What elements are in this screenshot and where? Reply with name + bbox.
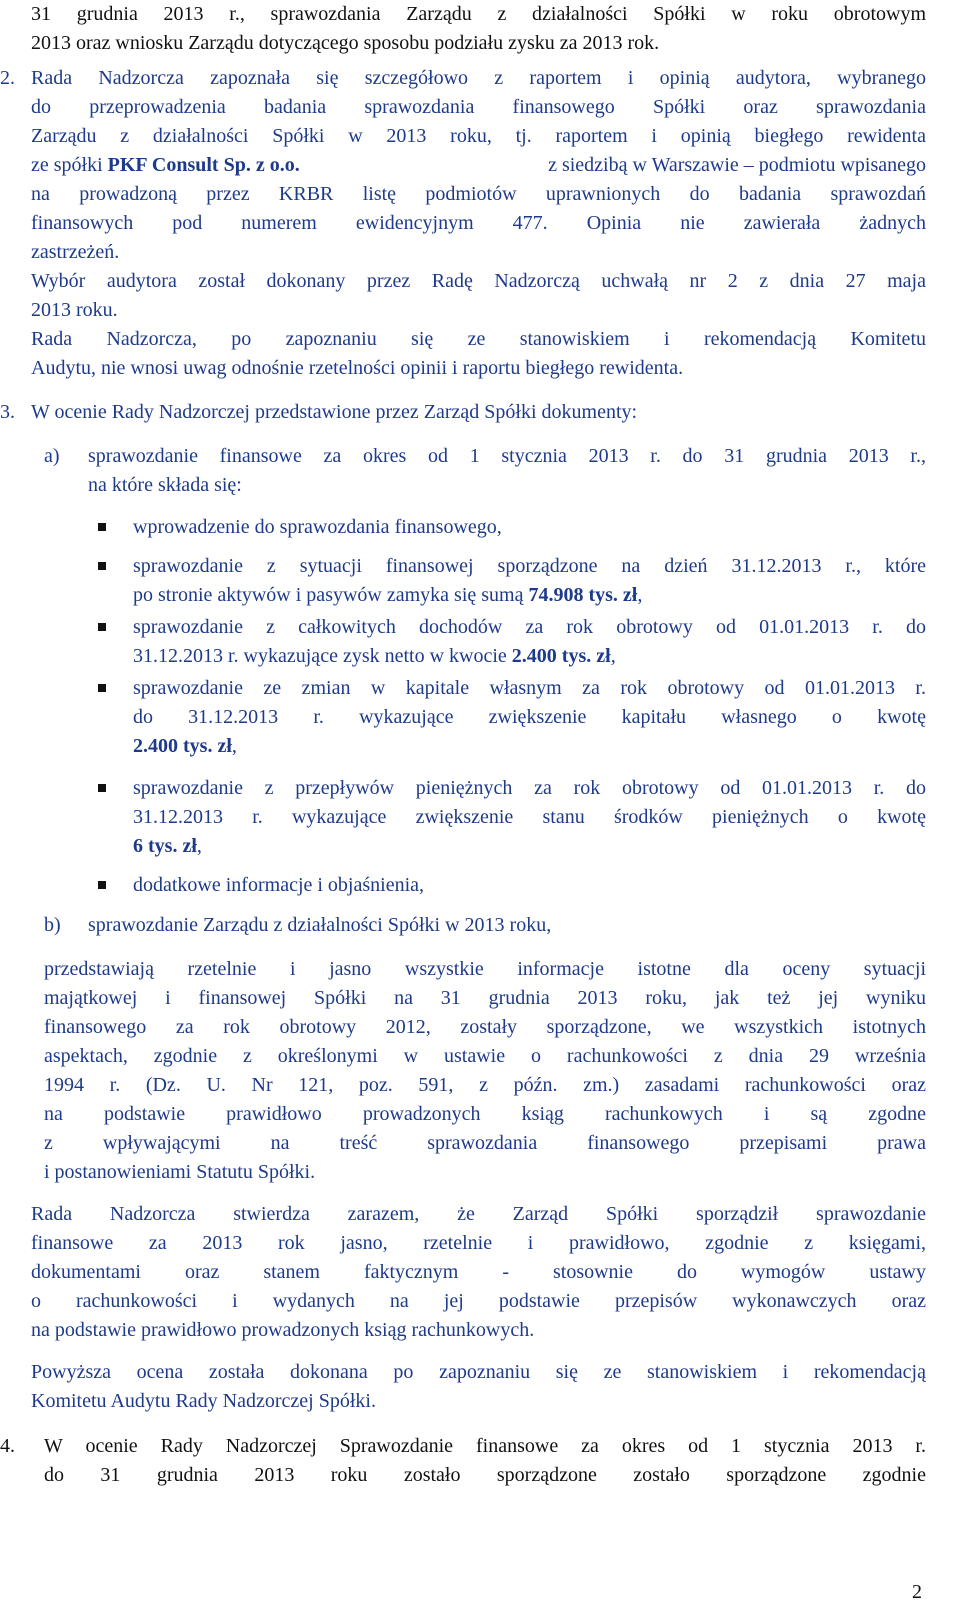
auditor-name: PKF Consult Sp. z o.o. <box>107 154 300 176</box>
page-number: 2 <box>912 1581 922 1603</box>
text-line <box>133 581 642 610</box>
text-line: sprawozdanie ze zmian w kapitale własnym za rok obrotowy od 01.01.2013 r. <box>133 677 926 699</box>
bullet-square-icon <box>98 623 106 631</box>
text-line: 2013 oraz wniosku Zarządu dotyczącego sposobu podziału zysku za 2013 rok. <box>31 32 660 54</box>
text-line: finansowe za 2013 rok jasno, rzetelnie i prawidłowo, zgodnie z księgami, <box>31 1232 926 1254</box>
text-line: 31.12.2013 r. wykazujące zwiększenie stanu środków pieniężnych o kwotę <box>133 806 926 828</box>
text-line: do 31.12.2013 r. wykazujące zwiększenie kapitału własnego o kwotę <box>133 706 926 728</box>
text-line: na które składa się: <box>88 474 242 496</box>
text-line: Powyższa ocena została dokonana po zapoznaniu się ze stanowiskiem i rekomendacją <box>31 1361 926 1383</box>
amount-net-profit: 2.400 tys. zł <box>511 645 611 667</box>
text-line: sprawozdanie Zarządu z działalności Spółki w 2013 roku, <box>88 914 552 936</box>
text-line <box>133 642 616 671</box>
text-line: dodatkowe informacje i objaśnienia, <box>133 874 425 896</box>
text-line: dokumentami oraz stanem faktycznym - stosownie do wymogów ustawy <box>31 1261 926 1283</box>
text-line: na prowadzoną przez KRBR listę podmiotów uprawnionych do badania sprawozdań <box>31 183 926 205</box>
text-line <box>133 832 202 861</box>
text-run: 31.12.2013 r. wykazujące zysk netto w kwocie <box>133 645 512 667</box>
text-line <box>133 732 237 761</box>
text-line: do przeprowadzenia badania sprawozdania finansowego Spółki oraz sprawozdania <box>31 96 926 118</box>
item-number: 4. <box>0 1435 15 1457</box>
text-line: 31 grudnia 2013 r., sprawozdania Zarządu z działalności Spółki w roku obrotowym <box>31 3 926 25</box>
bullet-square-icon <box>98 562 106 570</box>
bullet-square-icon <box>98 523 106 531</box>
bullet-square-icon <box>98 881 106 889</box>
sub-item-label: b) <box>44 914 61 936</box>
amount-cash-increase: 6 tys. zł <box>133 835 197 857</box>
text-line: na podstawie prawidłowo prowadzonych ksiąg rachunkowych i są zgodne <box>44 1103 926 1125</box>
text-line: Wybór audytora został dokonany przez Radę Nadzorczą uchwałą nr 2 z dnia 27 maja <box>31 270 926 292</box>
text-line: Rada Nadzorcza stwierdza zarazem, że Zarząd Spółki sporządził sprawozdanie <box>31 1203 926 1225</box>
text-line: W ocenie Rady Nadzorczej Sprawozdanie finansowe za okres od 1 stycznia 2013 r. <box>44 1435 926 1457</box>
text-run: , <box>637 584 643 606</box>
text-line: sprawozdanie z przepływów pieniężnych za rok obrotowy od 01.01.2013 r. do <box>133 777 926 799</box>
text-line <box>31 151 926 180</box>
text-line: o rachunkowości i wydanych na jej podstawie przepisów wykonawczych oraz <box>31 1290 926 1312</box>
text-line: sprawozdanie finansowe za okres od 1 stycznia 2013 r. do 31 grudnia 2013 r., <box>88 445 926 467</box>
bullet-square-icon <box>98 684 106 692</box>
bullet-square-icon <box>98 784 106 792</box>
item-number: 2. <box>0 67 15 89</box>
text-line: przedstawiają rzetelnie i jasno wszystkie informacje istotne dla oceny sytuacji <box>44 958 926 980</box>
text-line: Rada Nadzorcza zapoznała się szczegółowo z raportem i opinią audytora, wybranego <box>31 67 926 89</box>
amount-total: 74.908 tys. zł <box>528 584 638 606</box>
text-line: Audytu, nie wnosi uwag odnośnie rzetelności opinii i raportu biegłego rewidenta. <box>31 357 684 379</box>
text-line: Rada Nadzorcza, po zapoznaniu się ze stanowiskiem i rekomendacją Komitetu <box>31 328 926 350</box>
text-line: 1994 r. (Dz. U. Nr 121, poz. 591, z późn. zm.) zasadami rachunkowości oraz <box>44 1074 926 1096</box>
text-run: z siedzibą w Warszawie – podmiotu wpisanego <box>548 154 926 176</box>
text-line: majątkowej i finansowej Spółki na 31 grudnia 2013 roku, jak też jej wyniku <box>44 987 926 1009</box>
text-line: W ocenie Rady Nadzorczej przedstawione przez Zarząd Spółki dokumenty: <box>31 401 638 423</box>
text-line: aspektach, zgodnie z określonymi w ustawie o rachunkowości z dnia 29 września <box>44 1045 926 1067</box>
text-run: , <box>231 735 237 757</box>
amount-equity-increase: 2.400 tys. zł <box>133 735 232 757</box>
text-run: po stronie aktywów i pasywów zamyka się sumą <box>133 584 529 606</box>
text-line: finansowego za rok obrotowy 2012, zostały sporządzone, we wszystkich istotnych <box>44 1016 926 1038</box>
sub-item-label: a) <box>44 445 60 467</box>
text-line: Zarządu z działalności Spółki w 2013 roku, tj. raportem i opinią biegłego rewidenta <box>31 125 926 147</box>
text-run: , <box>196 835 202 857</box>
item-number: 3. <box>0 401 15 423</box>
text-line: wprowadzenie do sprawozdania finansowego, <box>133 516 502 538</box>
text-run: , <box>610 645 616 667</box>
text-line: z wpływającymi na treść sprawozdania finansowego przepisami prawa <box>44 1132 926 1154</box>
text-line: 2013 roku. <box>31 299 118 321</box>
text-line: zastrzeżeń. <box>31 241 120 263</box>
text-line: na podstawie prawidłowo prowadzonych ksiąg rachunkowych. <box>31 1319 535 1341</box>
text-line: sprawozdanie z całkowitych dochodów za rok obrotowy od 01.01.2013 r. do <box>133 616 926 638</box>
text-line: i postanowieniami Statutu Spółki. <box>44 1161 316 1183</box>
text-run: ze spółki <box>31 154 108 176</box>
text-line: do 31 grudnia 2013 roku zostało sporządzone zostało sporządzone zgodnie <box>44 1464 926 1486</box>
text-line: Komitetu Audytu Rady Nadzorczej Spółki. <box>31 1390 376 1412</box>
text-line: sprawozdanie z sytuacji finansowej sporządzone na dzień 31.12.2013 r., które <box>133 555 926 577</box>
text-line: finansowych pod numerem ewidencyjnym 477. Opinia nie zawierała żadnych <box>31 212 926 234</box>
